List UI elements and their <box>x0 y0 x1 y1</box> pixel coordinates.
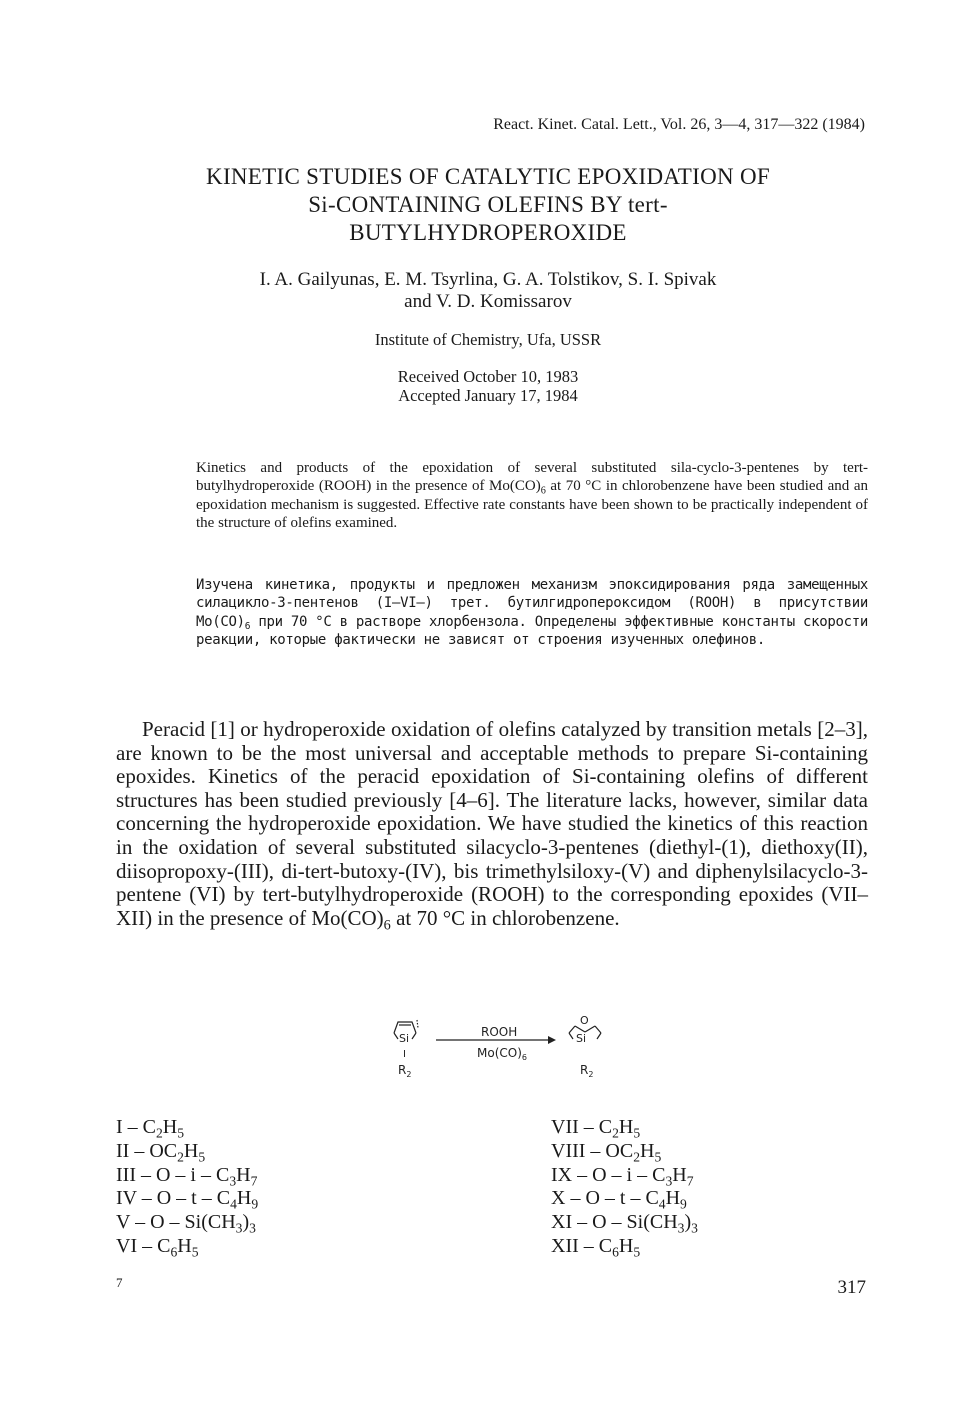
formula-subscript: 7 <box>250 1172 258 1188</box>
formula-text: H <box>618 1116 634 1138</box>
si-bond-line: I <box>403 1049 406 1060</box>
formula-subscript: 4 <box>230 1196 237 1212</box>
formula-text: H <box>672 1163 687 1186</box>
compound-formula <box>116 1164 258 1188</box>
body-paragraph <box>116 717 868 934</box>
accepted-date: Accepted January 17, 1984 <box>398 386 578 405</box>
formula-subscript: 3 <box>235 1220 243 1236</box>
formula-subscript: 5 <box>654 1149 662 1165</box>
formula-text: H <box>236 1163 251 1186</box>
formula-text: I – C <box>116 1116 156 1138</box>
title-line-1: KINETIC STUDIES OF CATALYTIC EPOXIDATION OF <box>206 164 770 189</box>
formula-text: H <box>618 1234 634 1257</box>
formula-text: V – O – Si(CH <box>116 1211 236 1234</box>
formula-text: III – O – i – C <box>116 1163 230 1186</box>
reaction-scheme <box>380 1008 620 1098</box>
compound-formula <box>551 1235 698 1259</box>
abstract-english <box>196 459 868 533</box>
formula-text: ) <box>684 1211 692 1234</box>
formula-subscript: 2 <box>612 1125 619 1141</box>
formula-subscript: 3 <box>249 1220 256 1236</box>
formula-text: IX – O – i – C <box>551 1163 666 1186</box>
authors-line-1: I. A. Gailyunas, E. M. Tsyrlina, G. A. Tolstikov, S. I. Spivak <box>259 269 717 290</box>
submission-dates <box>100 367 876 405</box>
formula-subscript: 6 <box>170 1244 178 1260</box>
compound-formula <box>551 1211 698 1235</box>
compound-formula <box>551 1164 698 1188</box>
formula-text: XI – O – Si(CH <box>551 1211 678 1234</box>
author-list <box>100 269 876 313</box>
abstract-en-text-1: Kinetics and products of the epoxidation of several substituted sila-cyclo-3-pentenes by tert-butylhydroperoxide (ROOH) in the presence of Mo(CO) <box>196 460 868 495</box>
title-line-3: BUTYLHYDROPEROXIDE <box>349 220 627 245</box>
formula-subscript: 2 <box>177 1149 184 1165</box>
compound-formula <box>551 1116 698 1140</box>
si-label-right: Si <box>576 1032 587 1045</box>
formula-subscript: 5 <box>191 1244 199 1260</box>
formula-subscript: 9 <box>680 1196 687 1212</box>
abstract-ru-text-2: при 70 °C в растворе хлорбензола. Определены эффективные константы скорости реакции, которые фактически не зависят от строения изученных олефинов. <box>196 613 869 649</box>
formula-text: H <box>177 1234 192 1257</box>
formula-subscript: 7 <box>686 1172 694 1188</box>
received-date: Received October 10, 1983 <box>397 367 579 386</box>
formula-text: H <box>183 1139 199 1162</box>
formula-subscript: 3 <box>665 1172 673 1188</box>
formula-subscript: 2 <box>156 1125 163 1141</box>
formula-text: H <box>665 1187 681 1210</box>
formula-text: IV – O – t – C <box>116 1187 231 1210</box>
r2-label-left: $R_2$ <box>398 1063 412 1079</box>
institution: Institute of Chemistry, Ufa, USSR <box>374 330 602 349</box>
authors-line-2: and V. D. Komissarov <box>404 291 572 312</box>
reactant-compound-list <box>116 1116 258 1259</box>
compound-formula <box>116 1211 258 1235</box>
formula-text: X – O – t – C <box>551 1187 659 1210</box>
abstract-ru-text-1: Изучена кинетика, продукты и предложен механизм эпоксидирования ряда замещенных силацикло-3-пентенов (I—VI—) трет. бутилгидропероксидом (ROOH) в присутствии Mo(CO) <box>196 577 868 630</box>
paper-title <box>100 163 876 247</box>
compound-formula <box>116 1235 258 1259</box>
oxygen-label: O <box>580 1014 589 1027</box>
formula-subscript: 2 <box>633 1149 641 1165</box>
formula-subscript: 5 <box>633 1125 641 1141</box>
journal-citation: React. Kinet. Catal. Lett., Vol. 26, 3—4, 317—322 (1984) <box>493 116 865 133</box>
reagent-moco6: $Mo(CO)_6$ <box>477 1046 527 1062</box>
formula-text: H <box>236 1187 252 1210</box>
body-subscript: 6 <box>383 917 391 934</box>
formula-text: VII – C <box>551 1116 613 1138</box>
compound-formula <box>551 1187 698 1211</box>
compound-formula <box>116 1187 258 1211</box>
formula-subscript: 3 <box>691 1220 698 1236</box>
body-text-1: Peracid [1] or hydroperoxide oxidation of olefins catalyzed by transition metals [2–3], are known to be the most universal and acceptable methods to prepare Si-containing epoxides. Kinetics of the peracid epoxidation of Si-containing olefins of different structures has been studied previously [4–6]. The literature lacks, however, similar data concerning the hydroperoxide epoxidation. We have studied the kinetics of this reaction in the oxidation of several substituted silacyclo-3-pentenes (diethyl-(1), diethoxy(II), diisopropoxy-(III), di-tert-butoxy-(IV), bis trimethylsiloxy-(V) and diphenylsilacyclo-3-pentene (VI) by tert-butylhydroperoxide (ROOH) to the corresponding epoxides (VII–XII) in the presence of Mo(CO) <box>116 717 868 930</box>
abstract-ru-subscript: 6 <box>244 620 251 632</box>
formula-text: II – OC <box>116 1139 178 1162</box>
si-label-left: Si <box>399 1032 410 1045</box>
abstract-russian <box>196 576 868 650</box>
footnote-marker: 7 <box>116 1275 123 1290</box>
formula-subscript: 5 <box>198 1149 206 1165</box>
formula-subscript: 5 <box>633 1244 641 1260</box>
product-compound-list <box>551 1116 698 1259</box>
abstract-en-subscript: 6 <box>540 485 546 497</box>
compound-formula <box>116 1116 258 1140</box>
compound-formula <box>551 1140 698 1164</box>
abstract-en-text-2: at 70 °C in chlorobenzene have been studied and an epoxidation mechanism is suggested. Effective rate constants have been shown to be practically independent of the structure of olefins examined. <box>196 478 868 532</box>
title-line-2: Si-CONTAINING OLEFINS BY tert- <box>308 192 668 217</box>
formula-subscript: 9 <box>251 1196 259 1212</box>
formula-text: VIII – OC <box>551 1139 634 1162</box>
formula-text: H <box>162 1116 178 1138</box>
formula-text: VI – C <box>116 1234 171 1257</box>
formula-subscript: 3 <box>677 1220 685 1236</box>
formula-text: XII – C <box>551 1234 613 1257</box>
formula-subscript: 4 <box>658 1196 666 1212</box>
formula-subscript: 6 <box>612 1244 619 1260</box>
body-text-2: at 70 °C in chlorobenzene. <box>390 905 620 930</box>
page-number: 317 <box>837 1277 866 1298</box>
compound-formula <box>116 1140 258 1164</box>
formula-text: H <box>640 1139 655 1162</box>
formula-text: ) <box>242 1211 250 1234</box>
reagent-rooh: ROOH <box>481 1025 518 1039</box>
r2-label-right: $R_2$ <box>580 1063 594 1079</box>
formula-subscript: 3 <box>229 1172 237 1188</box>
formula-subscript: 5 <box>177 1125 185 1141</box>
